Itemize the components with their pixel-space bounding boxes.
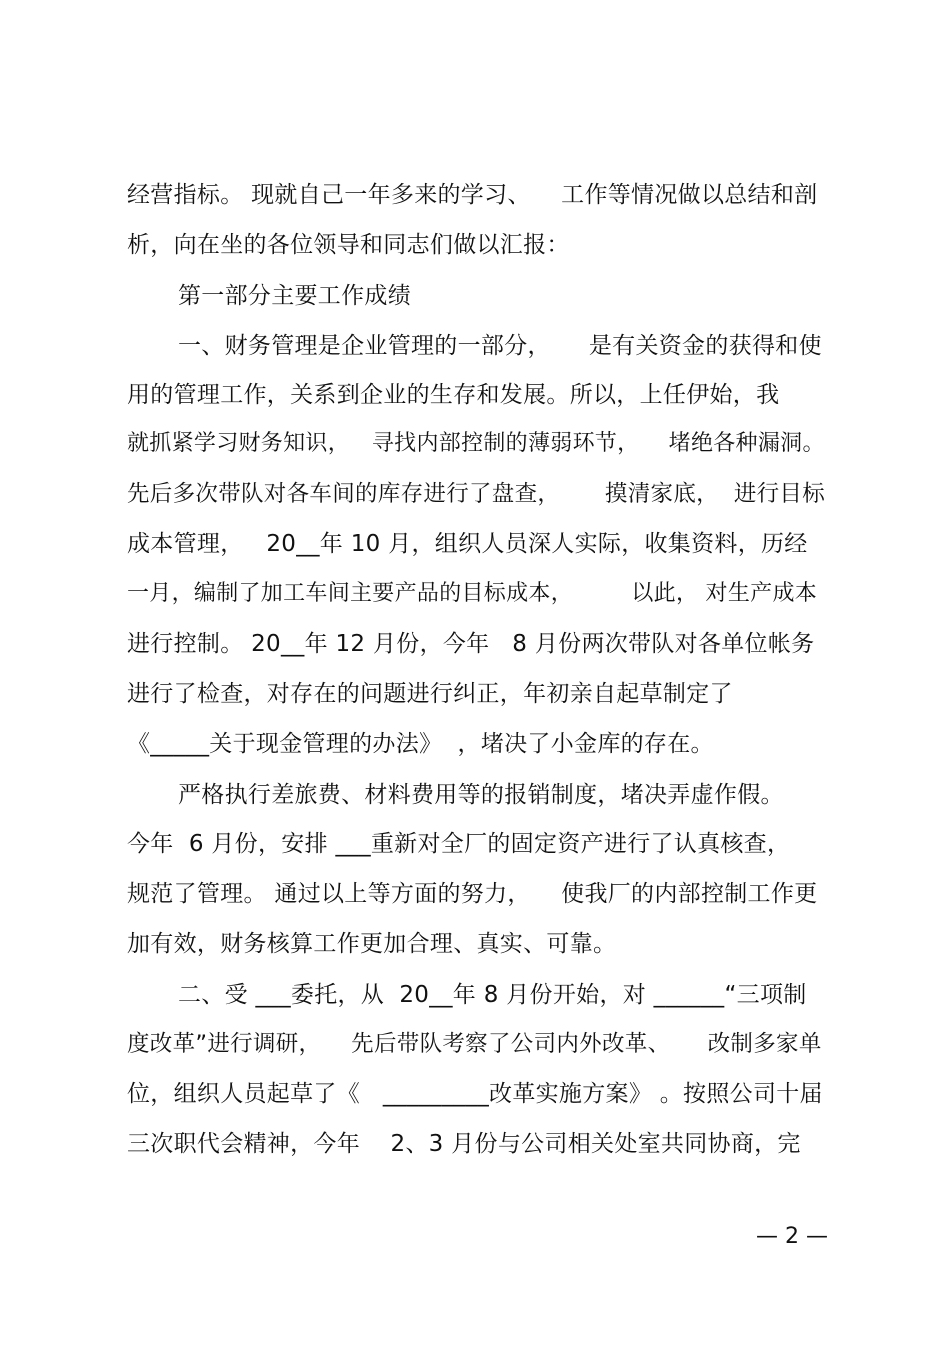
text-line: 三次职代会精神，今年 2、3 月份与公司相关处室共同协商，完 xyxy=(127,1131,801,1157)
text-line: 经营指标。 现就自己一年多来的学习、 工作等情况做以总结和剖 xyxy=(127,182,818,208)
text-line: 进行控制。 20__年 12 月份，今年 8 月份两次带队对各单位帐务 xyxy=(127,631,815,657)
text-line: 一月，编制了加工车间主要产品的目标成本， 以此， 对生产成本 xyxy=(127,581,818,606)
text-line: 《_____关于现金管理的办法》 ，堵决了小金库的存在。 xyxy=(127,731,714,757)
page-number: — 2 — xyxy=(756,1224,828,1249)
text-line: 加有效，财务核算工作更加合理、真实、可靠。 xyxy=(127,931,617,957)
text-line: 析，向在坐的各位领导和同志们做以汇报： xyxy=(127,232,570,258)
text-line: 成本管理， 20__年 10 月，组织人员深人实际，收集资料，历经 xyxy=(127,531,808,557)
text-line: 位，组织人员起草了《 _________改革实施方案》 。按照公司十届 xyxy=(127,1081,823,1107)
section-heading: 第一部分主要工作成绩 xyxy=(178,283,411,309)
text-line: 用的管理工作，关系到企业的生存和发展。所以，上任伊始，我 xyxy=(127,382,780,408)
text-line: 二、受 ___委托，从 20__年 8 月份开始，对 ______“三项制 xyxy=(178,982,807,1008)
text-line: 就抓紧学习财务知识， 寻找内部控制的薄弱环节， 堵绝各种漏洞。 xyxy=(127,431,825,456)
text-line: 度改革”进行调研， 先后带队考察了公司内外改革、 改制多家单 xyxy=(127,1031,822,1057)
text-line: 进行了检查，对存在的问题进行纠正，年初亲自起草制定了 xyxy=(127,681,733,707)
text-line: 先后多次带队对各车间的库存进行了盘查， 摸清家底， 进行目标 xyxy=(127,481,826,507)
text-line: 一、财务管理是企业管理的一部分， 是有关资金的获得和使 xyxy=(178,333,822,359)
text-line: 严格执行差旅费、材料费用等的报销制度，堵决弄虚作假。 xyxy=(178,782,784,808)
text-line: 今年 6 月份，安排 ___重新对全厂的固定资产进行了认真核查， xyxy=(127,831,791,857)
text-line: 规范了管理。 通过以上等方面的努力， 使我厂的内部控制工作更 xyxy=(127,881,818,907)
